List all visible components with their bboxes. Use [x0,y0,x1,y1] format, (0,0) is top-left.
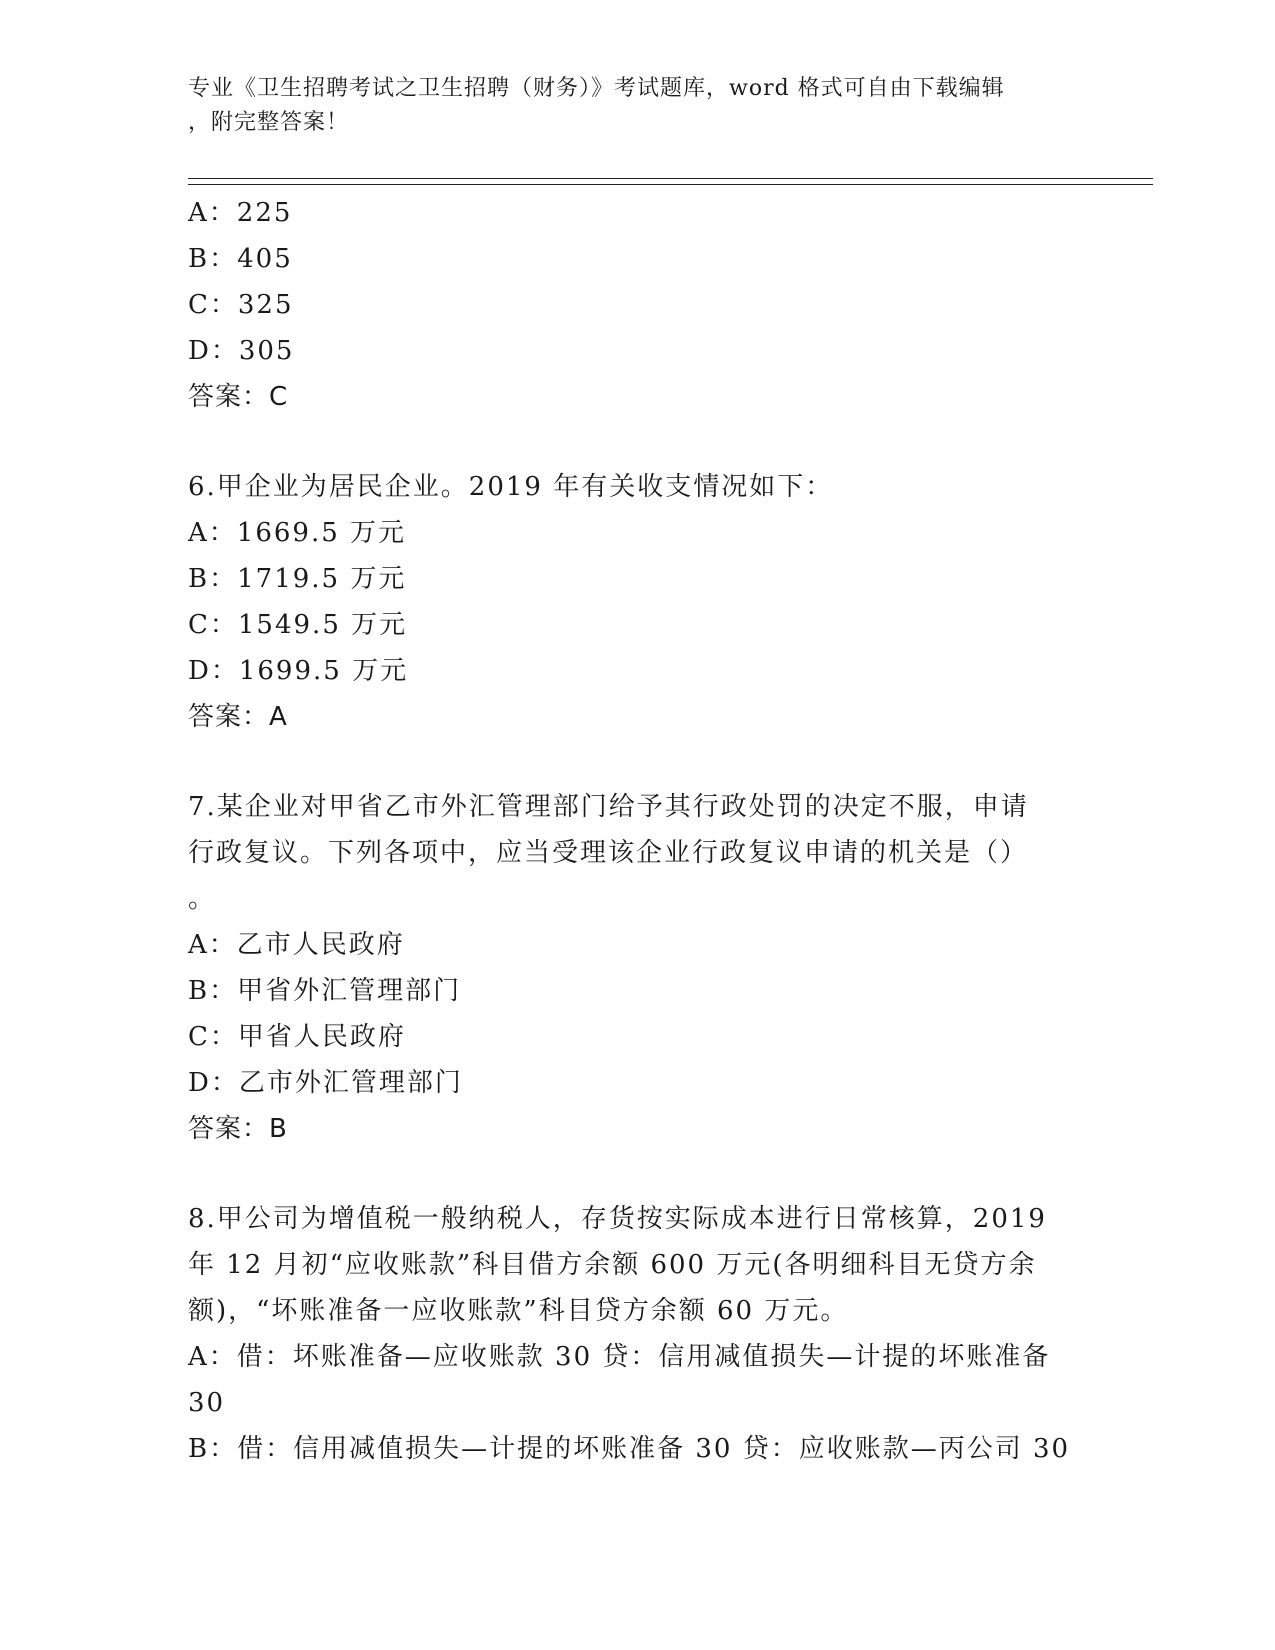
header-line-1: 专业《卫生招聘考试之卫生招聘（财务）》考试题库，word 格式可自由下载编辑 [188,76,1005,101]
option-c: C：325 [188,290,294,320]
option-d: D：乙市外汇管理部门 [188,1068,463,1098]
document-header [188,72,1088,140]
option-a-continued: 30 [188,1388,226,1418]
question-7 [188,784,1068,1152]
options [188,1334,1071,1472]
option-b: B：甲省外汇管理部门 [188,976,462,1006]
option-c: C：甲省人民政府 [188,1022,406,1052]
question-text [188,1196,1068,1334]
option-a: A：225 [188,198,293,228]
option-a: A：1669.5 万元 [188,518,407,548]
question-text-line: 8.甲公司为增值税一般纳税人，存货按实际成本进行日常核算，2019 [188,1204,1047,1234]
question-5 [188,190,1068,420]
question-text [188,784,1068,922]
header-line-2: ，附完整答案！ [188,110,350,135]
option-b: B：405 [188,244,293,274]
question-text-line: 额)，“坏账准备一应收账款”科目贷方余额 60 万元。 [188,1296,849,1326]
answer: 答案：B [188,1114,288,1144]
question-text-line: 。 [188,884,217,914]
question-text-line: 7.某企业对甲省乙市外汇管理部门给予其行政处罚的决定不服，申请 [188,792,1029,822]
header-divider [188,178,1153,185]
spacer [188,420,1068,464]
option-a: A：乙市人民政府 [188,930,405,960]
question-list [188,190,1071,1472]
option-c: C：1549.5 万元 [188,610,408,640]
option-b: B：借：信用减值损失—计提的坏账准备 30 贷：应收账款—丙公司 30 [188,1434,1071,1464]
option-d: D：305 [188,336,295,366]
question-text: 6.甲企业为居民企业。2019 年有关收支情况如下： [188,472,834,502]
question-text-line: 行政复议。下列各项中，应当受理该企业行政复议申请的机关是（） [188,838,1029,868]
question-6 [188,464,1068,740]
answer: 答案：A [188,702,288,732]
option-a: A：借：坏账准备—应收账款 30 贷：信用减值损失—计提的坏账准备 [188,1342,1051,1372]
option-b: B：1719.5 万元 [188,564,407,594]
question-text-line: 年 12 月初“应收账款”科目借方余额 600 万元(各明细科目无贷方余 [188,1250,1037,1280]
option-d: D：1699.5 万元 [188,656,409,686]
spacer [188,1152,1068,1196]
question-8 [188,1196,1071,1472]
spacer [188,740,1068,784]
answer: 答案：C [188,382,289,412]
